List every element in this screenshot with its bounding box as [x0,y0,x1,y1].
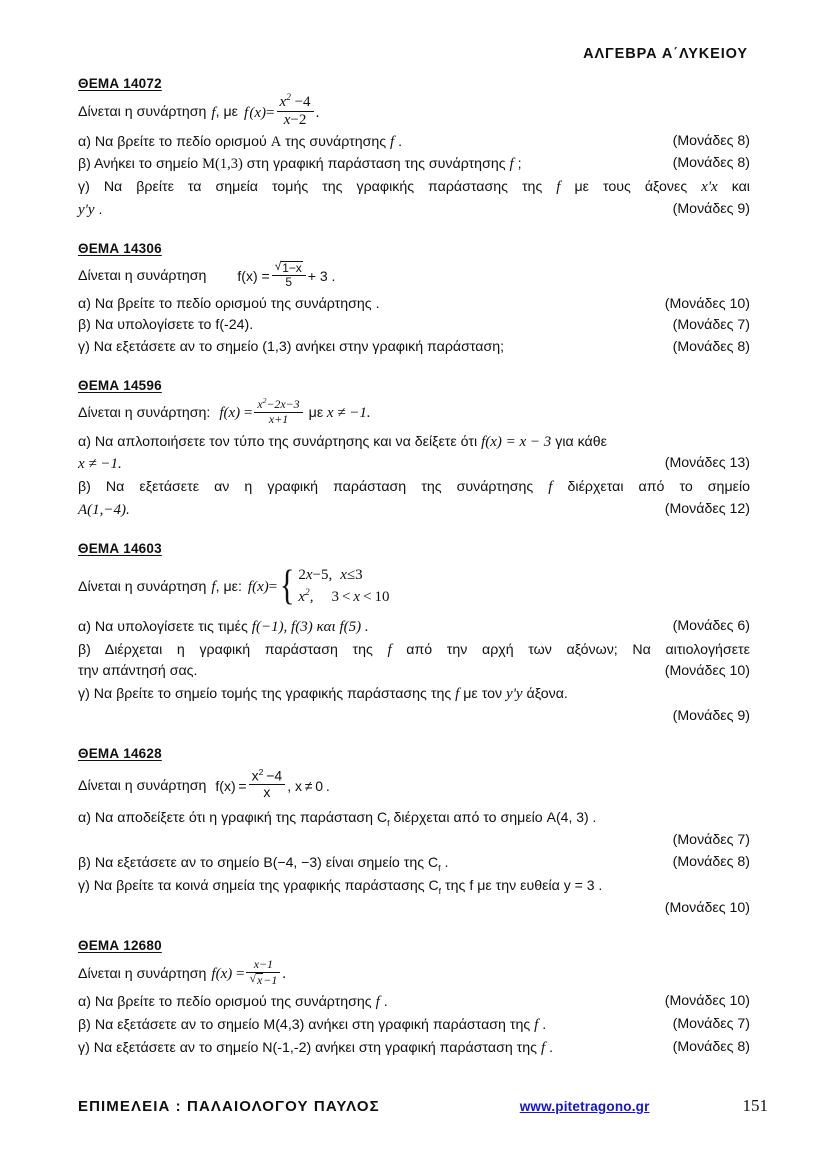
equals-sign: = [240,405,253,422]
problem-item-c-line2 [78,898,750,920]
item-text: β) Να εξετάσετε αν το σημείο [78,854,260,871]
problem-12680 [78,937,750,1059]
item-text-cont: είναι σημείο της [325,854,425,871]
page-footer [78,1096,768,1116]
function-symbol: f [540,1040,546,1056]
condition-math: x ≠ −1. [78,456,122,473]
function-symbol: f [548,479,553,496]
domain-symbol: Α [270,133,282,150]
period: . [398,133,403,150]
item-text: α) Να βρείτε το πεδίο ορισμού [78,133,267,150]
point-M: Μ(1,3) [202,156,243,173]
function-symbol: f [534,1017,539,1034]
problem-title: ΘΕΜΑ 14072 [78,76,162,91]
case-row-2: $x^2$, 3 < x < 10 [298,588,390,606]
problem-title: ΘΕΜΑ 14596 [78,377,162,393]
item-text-cont: με τους άξονες [574,179,688,196]
function-symbol: f [509,156,514,173]
axis-xx: x'x [701,179,718,196]
problem-statement [78,397,750,431]
period: . [549,1040,554,1056]
fraction-x2-4-over-x-2 [277,93,314,129]
item-text: γ) Να εξετάσετε αν το σημείο Ν(-1,-2) ανήκει στη γραφική παράσταση της [78,1040,538,1056]
marks-label: (Μονάδες 8) [672,1039,750,1055]
item-text-cont: από την αρχή των αξόνων; Να αιτιολογήσετε [406,641,750,658]
curve-Cf: $C_f$ [377,809,390,829]
formula-lhs: f(x) [247,579,269,596]
problem-item-b-line1 [78,476,750,499]
marks-label: (Μονάδες 7) [672,1016,750,1033]
function-symbol: f [387,641,392,658]
problem-14628 [78,745,750,919]
point-A: Α(4, 3) . [546,809,597,826]
item-text-cont: για κάθε [555,433,607,450]
problem-item-b [78,852,750,875]
fraction-x-1-over-sqrtx-1 [246,958,280,987]
marks-label: (Μονάδες 10) [664,295,750,312]
item-text: β) Ανήκει το σημείο [78,156,199,173]
period: . [542,1017,547,1034]
document-header-title: ΑΛΓΕΒΡΑ Α΄ΛΥΚΕΙΟΥ [583,46,748,62]
document-body [78,46,750,1071]
item-text-cont: με τον [463,685,503,702]
problem-item-b [78,1014,750,1037]
problem-item-a-line1 [78,807,750,830]
period: . [444,854,449,871]
item-text: α) Να απλοποιήσετε τον τύπο της συνάρτησης και να δείξετε ότι [78,433,478,450]
fraction-denominator: √ x−1 [246,972,280,987]
problem-item-a-line2 [78,830,750,852]
footer-website-link[interactable]: www.pitetragono.gr [519,1099,650,1114]
item-text: α) Να αποδείξετε ότι η γραφική της παράσταση [78,810,374,827]
item-text-cont: στη γραφική παράσταση της συνάρτησης [246,156,506,173]
item-text: γ) Να βρείτε τα σημεία τομής της γραφικής παράστασης της [78,179,543,196]
condition-math: , x ≠ 0 . [287,777,330,794]
function-values: f(−1), f(3) και f(5) . [251,618,369,635]
item-text: α) Να βρείτε το πεδίο ορισμού της συνάρτησης . [78,295,380,312]
axis-yy: y'y [78,201,95,218]
left-brace: { [280,563,295,610]
item-text: γ) Να βρείτε τα κοινά σημεία της γραφικής παράστασης [78,877,425,894]
period: . [383,994,388,1011]
footer-author: ΕΠΙΜΕΛΕΙΑ : ΠΑΛΑΙΟΛΟΓΟΥ ΠΑΥΛΟΣ [78,1098,380,1115]
problem-item-b-line1 [78,639,750,662]
function-equation: f(x) = x − 3 [481,433,552,450]
footer-page-number: 151 [742,1096,768,1115]
item-text-cont: διέρχεται από το σημείο [567,479,750,496]
statement-lead: Δίνεται η συνάρτηση [78,777,207,794]
point-B: Β(−4, −3) [263,853,322,870]
problem-item-c [78,337,750,359]
marks-label: (Μονάδες 8) [672,155,750,172]
marks-label: (Μονάδες 8) [672,132,750,149]
period: . [282,966,287,983]
problem-item-b [78,153,750,176]
fraction-denominator: x [249,784,286,801]
problem-item-b-line2 [78,499,750,522]
formula-lhs: f(x) = [237,268,270,285]
function-symbol: f [455,685,460,702]
fraction-denominator: x−2 [277,111,314,129]
period: . [315,104,320,121]
fraction-numerator: $x^2 -4$ [251,766,283,784]
plus-three: + 3 . [307,268,336,285]
problem-title: ΘΕΜΑ 14306 [78,240,162,256]
statement-lead: Δίνεται η συνάρτηση [78,268,207,285]
marks-label: (Μονάδες 6) [672,617,750,634]
marks-label: (Μονάδες 8) [672,338,750,355]
problem-item-b [78,315,750,337]
item-text: β) Διέρχεται η γραφική παράσταση της [78,641,373,658]
marks-label: (Μονάδες 13) [664,455,750,472]
fraction-denominator: 5 [272,275,306,289]
axis-yy: y'y [506,685,523,702]
problem-statement [78,92,750,131]
problem-14072 [78,75,750,222]
problem-item-c-line1 [78,875,750,898]
conjunction: και [731,179,750,196]
equals-sign: = [266,104,275,121]
problem-item-c-line2 [78,706,750,728]
problem-statement [78,765,750,807]
statement-lead: Δίνεται η συνάρτηση [78,965,207,982]
problem-14306 [78,240,750,359]
period: . [98,201,103,218]
function-symbol: f [211,579,216,596]
problem-statement [78,260,750,294]
problem-title: ΘΕΜΑ 12680 [78,938,162,954]
line-equation: y = 3 . [563,876,603,893]
statement-lead: Δίνεται η συνάρτηση: [78,404,211,421]
marks-label: (Μονάδες 10) [664,993,750,1010]
function-symbol: f [211,104,216,121]
condition-math: x ≠ −1. [323,405,371,422]
item-text: β) Να υπολογίσετε το f(-24). [78,317,254,334]
problem-title: ΘΕΜΑ 14628 [78,746,162,762]
item-text: την απάντησή σας. [78,663,198,680]
problem-item-a-line2 [78,453,750,476]
function-symbol: f [556,179,561,196]
semicolon: ; [517,156,522,173]
equals-sign: = [268,579,278,596]
formula-lhs: f(x) = [215,777,247,794]
curve-Cf: $C_f$ [428,853,441,873]
problem-item-a [78,131,750,154]
marks-label: (Μονάδες 7) [672,832,750,849]
fraction-numerator: √ 1−x [272,261,306,275]
problem-statement [78,560,750,616]
problem-item-a [78,294,750,316]
marks-label: (Μονάδες 9) [672,707,750,724]
item-text-end: άξονα. [526,685,568,702]
problem-title: ΘΕΜΑ 14603 [78,540,162,556]
formula-lhs: f (x) [243,104,267,121]
function-symbol: f [390,133,395,150]
statement-lead: Δίνεται η συνάρτηση [78,104,207,121]
item-text: α) Να βρείτε το πεδίο ορισμού της συνάρτησης [78,994,372,1011]
piecewise-cases [277,564,389,609]
fraction-x2-2x-3-over-x1 [254,397,302,426]
item-text-cont: της f με την ευθεία [445,877,560,894]
item-text: β) Να εξετάσετε αν η γραφική παράσταση της συνάρτησης [78,479,534,496]
fraction-numerator: $x^2 -4$ [279,92,311,110]
marks-label: (Μονάδες 10) [664,899,750,916]
item-text-cont: της συνάρτησης [285,133,387,150]
problem-item-a [78,616,750,639]
item-text: γ) Να βρείτε το σημείο τομής της γραφικής παράστασης της [78,685,452,702]
condition-text: με [308,404,324,421]
problem-statement [78,957,750,991]
problem-item-a-line1 [78,431,750,454]
statement-mid: , με [215,104,238,121]
problem-item-a [78,991,750,1014]
problem-item-c [78,1037,750,1060]
problem-14603 [78,540,750,728]
marks-label: (Μονάδες 10) [664,663,750,680]
problem-item-c-line1 [78,176,750,199]
problem-item-c-line1 [78,683,750,706]
item-text: γ) Να εξετάσετε αν το σημείο (1,3) ανήκει στην γραφική παράσταση; [78,338,505,355]
curve-Cf: $C_f$ [428,876,442,896]
case-row-1: 2x−5, x≤3 [298,566,363,583]
formula-lhs: f(x) [219,405,241,422]
item-text-cont: διέρχεται από το σημείο [393,810,543,827]
problem-item-c-line2 [78,199,750,222]
problem-item-b-line2 [78,661,750,683]
item-text: α) Να υπολογίσετε τις τιμές [78,618,248,635]
statement-lead: Δίνεται η συνάρτηση [78,579,207,596]
formula-lhs: f(x) [211,966,233,983]
marks-label: (Μονάδες 12) [664,500,750,517]
fraction-numerator: $x^2-2x-3$ [257,396,300,412]
function-symbol: f [375,994,380,1011]
marks-label: (Μονάδες 9) [672,200,750,217]
fraction-x2-4-over-x [249,768,286,801]
item-text: β) Να εξετάσετε αν το σημείο Μ(4,3) ανήκει στη γραφική παράσταση της [78,1017,531,1034]
problem-14596 [78,377,750,522]
fraction-denominator: x+1 [254,412,302,426]
point-A: Α(1,−4). [78,501,130,518]
equals-sign: = [232,966,245,983]
marks-label: (Μονάδες 7) [672,317,750,334]
marks-label: (Μονάδες 8) [672,853,750,870]
fraction-sqrt1mx-over-5 [272,261,306,290]
statement-mid: , με: [215,579,242,596]
fraction-numerator: x−1 [253,957,274,972]
